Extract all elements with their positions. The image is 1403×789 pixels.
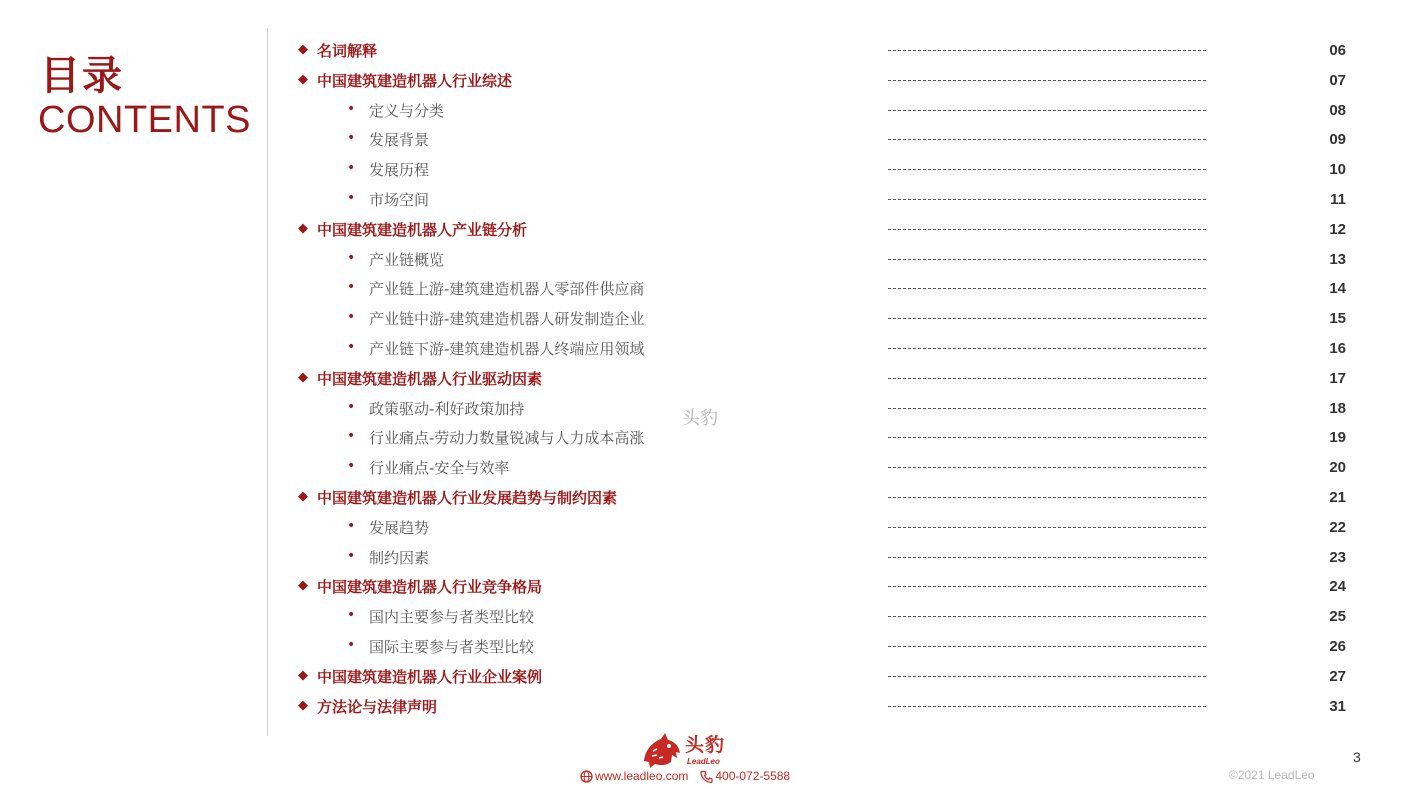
toc-page-number: 31 xyxy=(1329,697,1346,715)
footer-contact xyxy=(580,768,790,784)
toc-entry[interactable] xyxy=(0,245,1403,275)
toc-label: 发展历程 xyxy=(369,161,430,180)
toc-page-number: 06 xyxy=(1329,42,1346,59)
toc-page-number: 11 xyxy=(1330,191,1346,208)
page-number: 3 xyxy=(1353,749,1361,765)
dotted-leader xyxy=(888,110,1206,111)
toc-page-number: 17 xyxy=(1329,369,1346,387)
dotted-leader xyxy=(888,676,1206,677)
toc-label: 定义与分类 xyxy=(369,101,445,120)
toc-page-number: 10 xyxy=(1329,161,1346,179)
bullet-dot-icon: • xyxy=(347,100,356,117)
dotted-leader xyxy=(888,169,1206,170)
dotted-leader xyxy=(888,80,1206,81)
toc-page-number: 09 xyxy=(1329,131,1346,149)
toc-entry[interactable] xyxy=(0,66,1403,96)
bullet-dot-icon: • xyxy=(347,428,356,445)
diamond-icon: ◆ xyxy=(298,578,308,594)
diamond-icon: ◆ xyxy=(298,220,308,236)
toc-entry[interactable] xyxy=(0,662,1403,692)
logo-cn-text: 头豹 xyxy=(685,734,726,756)
toc-label: 政策驱动-利好政策加持 xyxy=(369,399,525,418)
dotted-leader xyxy=(888,288,1206,289)
toc-label: 发展趋势 xyxy=(369,518,430,537)
toc-label: 发展背景 xyxy=(369,131,430,150)
toc-label: 中国建筑建造机器人行业竞争格局 xyxy=(317,578,543,597)
toc-page-number: 16 xyxy=(1329,340,1346,357)
toc-page-number: 23 xyxy=(1329,548,1346,566)
website-link[interactable]: www.leadleo.com xyxy=(595,769,689,783)
toc-label: 中国建筑建造机器人行业发展趋势与制约因素 xyxy=(317,489,618,507)
diamond-icon: ◆ xyxy=(298,71,308,87)
toc-entry[interactable] xyxy=(0,572,1403,602)
toc-page-number: 21 xyxy=(1329,489,1346,506)
dotted-leader xyxy=(888,586,1206,587)
toc-entry[interactable] xyxy=(0,36,1403,66)
bullet-dot-icon: • xyxy=(347,249,356,266)
bullet-dot-icon: • xyxy=(347,547,356,564)
bullet-dot-icon: • xyxy=(347,607,356,624)
toc-page-number: 18 xyxy=(1329,399,1346,417)
dotted-leader xyxy=(888,259,1206,260)
dotted-leader xyxy=(888,497,1206,498)
toc-label: 产业链上游-建筑建造机器人零部件供应商 xyxy=(369,280,645,299)
toc-entry[interactable] xyxy=(0,483,1403,513)
toc-page-number: 27 xyxy=(1329,667,1346,685)
toc-entry[interactable] xyxy=(0,304,1403,334)
toc-page-number: 13 xyxy=(1329,250,1346,268)
diamond-icon: ◆ xyxy=(298,697,308,713)
bullet-dot-icon: • xyxy=(347,279,356,296)
dotted-leader xyxy=(888,139,1206,140)
toc-page-number: 24 xyxy=(1329,578,1346,596)
toc-entry[interactable] xyxy=(0,632,1403,662)
toc-page-number: 26 xyxy=(1329,638,1346,655)
bullet-dot-icon: • xyxy=(347,190,356,206)
title-en: CONTENTS xyxy=(38,99,251,141)
toc-label: 制约因素 xyxy=(369,548,430,567)
dotted-leader xyxy=(888,199,1206,200)
toc-entry[interactable] xyxy=(0,602,1403,632)
toc-entry[interactable] xyxy=(0,96,1403,126)
toc-label: 行业痛点-安全与效率 xyxy=(369,459,510,478)
dotted-leader xyxy=(888,50,1206,51)
dotted-leader xyxy=(888,557,1206,558)
toc-entry[interactable] xyxy=(0,215,1403,245)
toc-page-number: 08 xyxy=(1329,101,1346,119)
dotted-leader xyxy=(888,229,1206,230)
toc-page-number: 14 xyxy=(1329,280,1346,298)
toc-label: 中国建筑建造机器人行业企业案例 xyxy=(317,667,543,686)
dotted-leader xyxy=(888,348,1206,349)
toc-label: 产业链下游-建筑建造机器人终端应用领域 xyxy=(369,340,645,358)
toc-entry[interactable] xyxy=(0,513,1403,543)
toc-label: 产业链概览 xyxy=(369,250,445,269)
dotted-leader xyxy=(888,318,1206,319)
copyright-text: ©2021 LeadLeo xyxy=(1229,768,1315,782)
toc-page-number: 22 xyxy=(1329,518,1346,536)
bullet-dot-icon: • xyxy=(347,517,356,534)
footer-logo xyxy=(641,731,731,771)
leopard-logo-icon xyxy=(641,731,683,769)
phone-number: 400-072-5588 xyxy=(715,769,791,783)
toc-page-number: 20 xyxy=(1329,459,1346,477)
dotted-leader xyxy=(888,527,1206,528)
dotted-leader xyxy=(888,646,1206,647)
bullet-dot-icon: • xyxy=(347,309,356,326)
toc-page-number: 15 xyxy=(1329,310,1346,328)
toc-page-number: 19 xyxy=(1329,429,1346,447)
dotted-leader xyxy=(888,378,1206,379)
toc-entry[interactable] xyxy=(0,125,1403,155)
bullet-dot-icon: • xyxy=(347,160,356,177)
toc-entry[interactable] xyxy=(0,155,1403,185)
logo-en-text: LeadLeo xyxy=(687,757,720,766)
dotted-leader xyxy=(888,437,1206,438)
toc-label: 国内主要参与者类型比较 xyxy=(369,608,535,627)
bullet-dot-icon: • xyxy=(347,398,356,415)
toc-label: 产业链中游-建筑建造机器人研发制造企业 xyxy=(369,310,645,329)
toc-entry[interactable] xyxy=(0,274,1403,304)
toc-entry[interactable] xyxy=(0,543,1403,573)
diamond-icon: ◆ xyxy=(298,489,308,504)
toc-label: 中国建筑建造机器人行业综述 xyxy=(317,71,513,90)
globe-icon xyxy=(580,770,593,783)
toc-label: 国际主要参与者类型比较 xyxy=(369,638,535,656)
title-cn: 目录 xyxy=(40,53,124,99)
diamond-icon: ◆ xyxy=(298,42,308,57)
dotted-leader xyxy=(888,616,1206,617)
bullet-dot-icon: • xyxy=(347,637,356,653)
bullet-dot-icon: • xyxy=(347,458,356,475)
toc-entry[interactable] xyxy=(0,453,1403,483)
toc-label: 方法论与法律声明 xyxy=(317,697,438,716)
dotted-leader xyxy=(888,706,1206,707)
dotted-leader xyxy=(888,408,1206,409)
toc-page-number: 12 xyxy=(1329,220,1346,238)
watermark-text: 头豹 xyxy=(682,408,718,429)
bullet-dot-icon: • xyxy=(347,339,356,355)
toc-page-number: 25 xyxy=(1329,608,1346,626)
toc-label: 中国建筑建造机器人行业驱动因素 xyxy=(317,369,543,388)
toc-entry[interactable] xyxy=(0,185,1403,215)
phone-icon xyxy=(700,770,713,783)
toc-entry[interactable] xyxy=(0,364,1403,394)
bullet-dot-icon: • xyxy=(347,130,356,147)
toc-label: 中国建筑建造机器人产业链分析 xyxy=(317,220,528,239)
toc-entry[interactable] xyxy=(0,334,1403,364)
toc-label: 名词解释 xyxy=(317,42,378,60)
diamond-icon: ◆ xyxy=(298,667,308,683)
toc-label: 行业痛点-劳动力数量锐减与人力成本高涨 xyxy=(369,429,645,448)
toc-label: 市场空间 xyxy=(369,191,430,209)
toc-page-number: 07 xyxy=(1329,71,1346,89)
dotted-leader xyxy=(888,467,1206,468)
toc-entry[interactable] xyxy=(0,692,1403,722)
diamond-icon: ◆ xyxy=(298,369,308,385)
